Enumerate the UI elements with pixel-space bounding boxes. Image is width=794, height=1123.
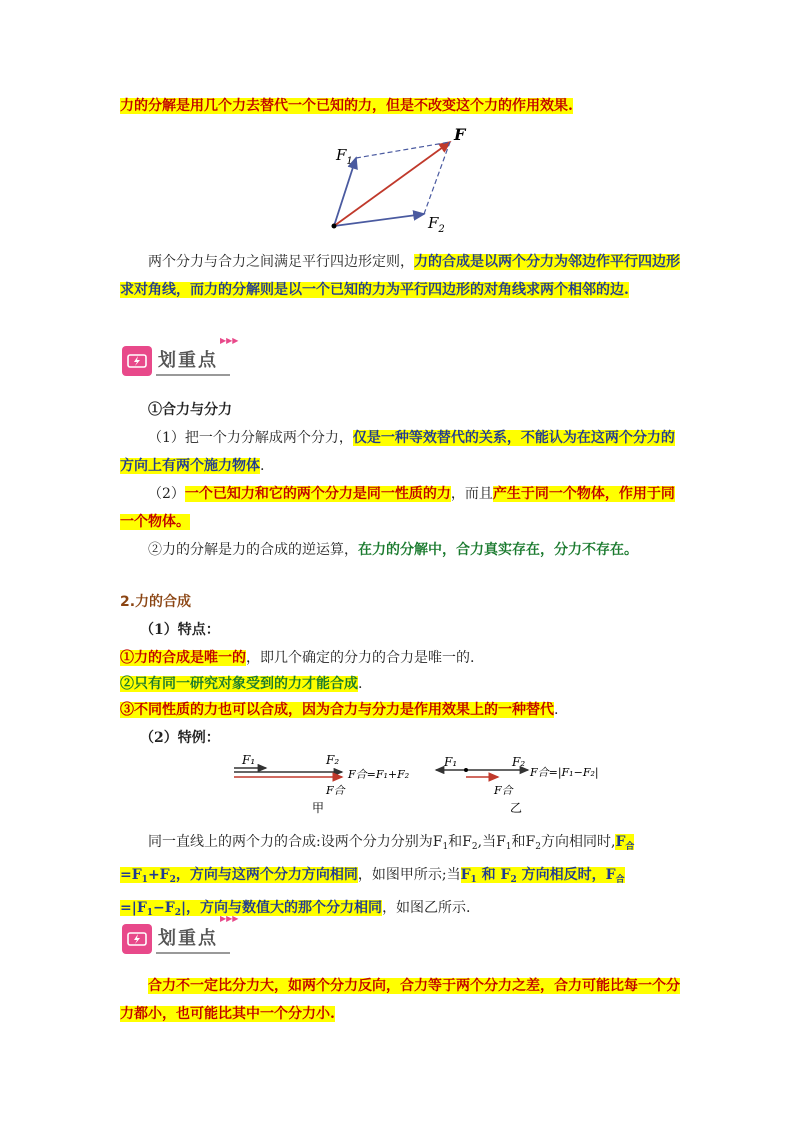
lightning-icon — [122, 346, 152, 376]
jia-f2-label: F₂ — [326, 753, 340, 767]
feature-3: ③不同性质的力也可以合成，因为合力与分力是作用效果上的一种替代. — [120, 702, 559, 718]
final-key-point: 合力不一定比分力大，如两个分力反向，合力等于两个分力之差，合力可能比每一个分力都小，也可能比其中一个分力小. — [120, 978, 680, 1022]
dashed-right-edge — [424, 142, 450, 214]
label-F2: $F_2$ — [428, 214, 445, 232]
jia-equation: F合=F₁+F₂ — [348, 768, 410, 781]
yi-f1-label: F₁ — [444, 755, 458, 769]
label-F1: $F_1$ — [336, 146, 353, 167]
yi-f2-label: F₂ — [512, 755, 526, 769]
features-title: （1）特点： — [140, 622, 220, 638]
dashed-top-edge — [356, 142, 450, 158]
lightning-icon — [122, 924, 152, 954]
f1-vector — [334, 158, 356, 226]
feature-1: ①力的合成是唯一的，即几个确定的分力的合力是唯一的. — [120, 650, 475, 666]
parallelogram-figure — [320, 122, 480, 232]
triple-arrow-icon: ▶▶▶ — [220, 336, 239, 345]
origin-dot — [332, 224, 337, 229]
triple-arrow-icon: ▶▶▶ — [220, 914, 239, 923]
special-cases-title: （2）特例： — [140, 730, 220, 746]
jia-caption: 甲 — [312, 801, 325, 815]
yi-origin-dot — [464, 768, 468, 772]
point1-item2: （2）一个已知力和它的两个分力是同一性质的力，而且产生于同一个物体，作用于同一个物体。 — [120, 486, 675, 530]
collinear-forces-paragraph: 同一直线上的两个力的合成:设两个分力分别为$F_1$和$F_2$,当$F_1$和$F_2$方向相同时$,F_合=F_1+F_2$，方向与这两个分力方向相同，如图甲所示;当$F_1$ 和 $F_2$ 方向相反时，$F_合=|F_1-F_2|$，方向与数值大的那个分力相同，如图乙所示. — [120, 834, 635, 918]
yi-fhe-label: F合 — [494, 784, 513, 797]
key-point-badge: 划重点 ▶▶▶ — [122, 346, 230, 376]
collinear-forces-figure — [228, 752, 628, 816]
section2-title: 2.力的合成 — [120, 594, 192, 610]
point1-item3: ②力的分解是力的合成的逆运算，在力的分解中，合力真实存在，分力不存在。 — [148, 542, 638, 558]
feature-2: ②只有同一研究对象受到的力才能合成. — [120, 676, 363, 692]
point1-item1: （1）把一个力分解成两个分力，仅是一种等效替代的关系，不能认为在这两个分力的方向上有两个施力物体. — [120, 430, 675, 474]
yi-caption: 乙 — [510, 801, 523, 815]
yi-equation: F合=|F₁−F₂| — [530, 766, 599, 779]
key-point-badge-2: 划重点 ▶▶▶ — [122, 924, 230, 954]
jia-f1-label: F₁ — [242, 753, 256, 767]
intro-sentence: 力的分解是用几个力去替代一个已知的力，但是不改变这个力的作用效果. — [120, 98, 573, 114]
jia-fhe-label: F合 — [326, 784, 345, 797]
point1-title: ①合力与分力 — [148, 402, 232, 418]
parallelogram-rule-paragraph: 两个分力与合力之间满足平行四边形定则，力的合成是以两个分力为邻边作平行四边形求对角线，而力的分解则是以一个已知的力为平行四边形的对角线求两个相邻的边. — [120, 254, 680, 298]
label-F: F — [454, 125, 466, 144]
